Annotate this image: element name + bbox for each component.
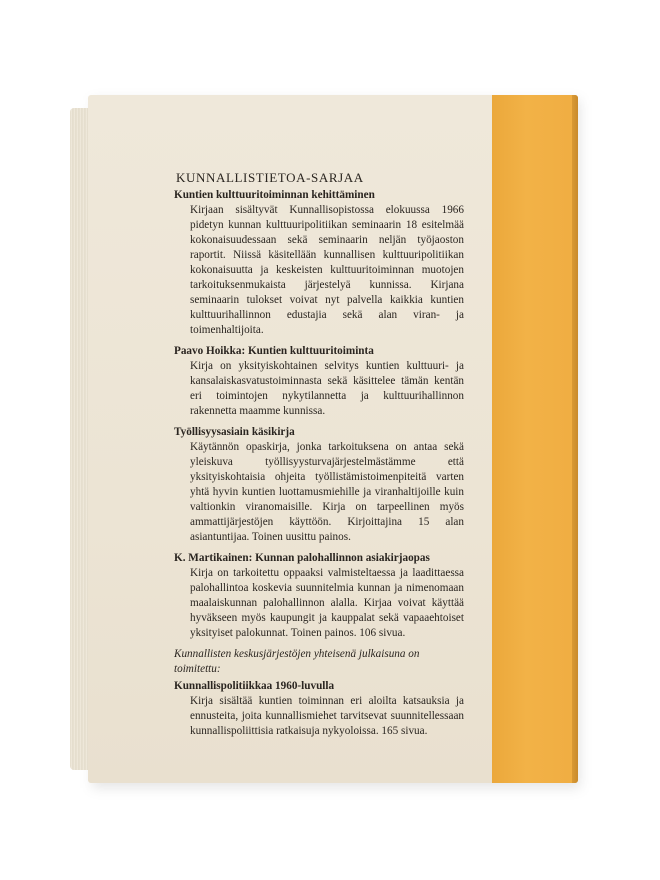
series-title: KUNNALLISTIETOA-SARJAA xyxy=(176,170,364,185)
book-back-cover xyxy=(88,95,578,783)
entry-title: K. Martikainen: Kunnan palohallinnon asiakirjaopas xyxy=(174,552,430,564)
entry-kuntien-kulttuuritoiminta xyxy=(174,344,464,419)
entry-body: Kirja sisältää kuntien toiminnan eri aloilta katsauksia ja ennusteita, joita kunnallismiehet tarvitsevat suunnitellessaan kunnallispoliittisia ratkaisuja nykyoloissa. 165 sivua. xyxy=(190,695,464,737)
entry-body: Käytännön opaskirja, jonka tarkoituksena on antaa sekä yleiskuva työllisyysturvajärjestelmästämme että yksityiskohtaisia ohjeita työllistämistoimenpiteitä varten yhtä hyvin kuntien luottamusmiehille ja viranhaltijoille kuin valtionkin viranomaisille. Kirja on tarpeellinen myös ammattijärjestöjen käyttöön. Kirjoittajina 15 alan asiantuntijaa. Toinen uusittu painos. xyxy=(190,441,464,543)
entry-body: Kirjaan sisältyvät Kunnallisopistossa elokuussa 1966 pidetyn kunnan kulttuuripolitiikan seminaarin 18 esitelmää kokonaisuudessaan sekä seminaarin neljän työjaoston raportit. Niissä käsitellään kunnallisen kulttuuripolitiikan kokonaisuutta ja keskeisten kulttuuritoiminnan muotojen tarkoituksenmukaista järjestelyä kunnissa. Kirjana seminaarin tulokset voivat nyt palvella kaikkia kuntien kulttuurihallinnon edustajia sekä alan viran- ja toimenhaltijoita. xyxy=(190,204,464,336)
entry-title: Paavo Hoikka: Kuntien kulttuuritoiminta xyxy=(174,345,374,357)
publication-note: Kunnallisten keskusjärjestöjen yhteisenä julkaisuna on toimitettu: xyxy=(174,648,420,675)
entry-title: Kuntien kulttuuritoiminnan kehittäminen xyxy=(174,189,375,201)
entry-kunnallispolitiikkaa xyxy=(174,679,464,739)
entry-body: Kirja on tarkoitettu oppaaksi valmisteltaessa ja laadittaessa palohallintoa koskevia suunnitelmia kunnan ja nimenomaan maalaiskunnan palohallinnon alalla. Kirjaa voivat käyttää hyväkseen myös kaupungit ja kauppalat sekä vapaaehtoiset yksityiset palokunnat. Toinen painos. 106 sivua. xyxy=(190,567,464,639)
cover-text xyxy=(174,170,464,745)
entry-title: Työllisyysasiain käsikirja xyxy=(174,426,295,438)
spine-edge xyxy=(572,95,578,783)
entry-body: Kirja on yksityiskohtainen selvitys kuntien kulttuuri- ja kansalaiskasvatustoiminnasta sekä käsittelee tämän kentän eri toimintojen nykytilannetta ja kulttuurihallinnon rakennetta maamme kunnissa. xyxy=(190,360,464,417)
entry-kulttuuritoiminnan-kehittaminen xyxy=(174,188,464,338)
entry-palohallinnon-asiakirjaopas xyxy=(174,551,464,641)
orange-stripe xyxy=(492,95,578,783)
entry-tyollisyysasiain-kasikirja xyxy=(174,425,464,545)
entry-title: Kunnallispolitiikkaa 1960-luvulla xyxy=(174,680,335,692)
